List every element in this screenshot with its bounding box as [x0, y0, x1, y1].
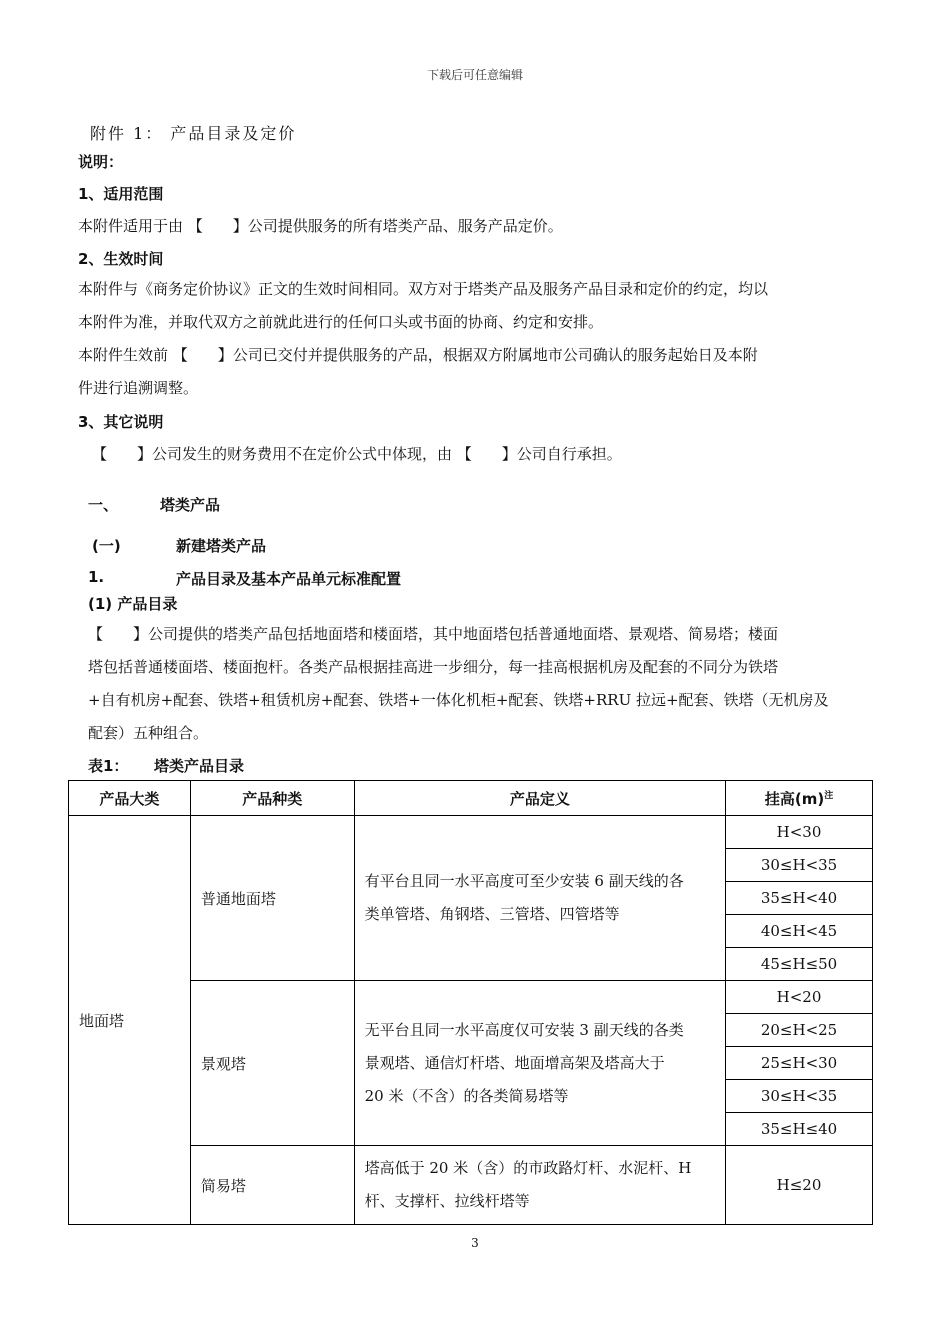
text-line: 本附件为准，并取代双方之前就此进行的任何口头或书面的协商、约定和安排。 — [78, 313, 604, 331]
cell-height: 40≤H<45 — [726, 915, 873, 948]
cell-height: H<30 — [726, 816, 873, 849]
cell-height: 45≤H≤50 — [726, 948, 873, 981]
explain-label: 说明： — [78, 153, 124, 171]
text-line: 塔包括普通楼面塔、楼面抱杆。各类产品根据挂高进一步细分，每一挂高根据机房及配套的不同分为铁塔 — [88, 658, 779, 676]
cell-height: 35≤H<40 — [726, 882, 873, 915]
section-3-text: 【 】公司发生的财务费用不在定价公式中体现，由 【 】公司自行承担。 — [92, 445, 622, 463]
definition-line: 杆、支撑杆、拉线杆塔等 — [364, 1192, 530, 1210]
cell-type: 景观塔 — [190, 981, 354, 1146]
attachment-title: 附件 1： 产品目录及定价 — [90, 124, 297, 143]
section-2-paragraph-2 — [78, 339, 873, 405]
section-1-title: 1、适用范围 — [78, 185, 164, 203]
cell-category: 地面塔 — [69, 816, 191, 1225]
header-height — [726, 781, 873, 816]
tower-products-paragraph — [88, 618, 868, 750]
definition-line: 有平台且同一水平高度可至少安装 6 副天线的各 — [364, 872, 684, 890]
header-category: 产品大类 — [69, 781, 191, 816]
table-header-row — [69, 781, 873, 816]
page-header: 下载后可任意编辑 — [426, 68, 523, 82]
cell-height: 30≤H<35 — [726, 1080, 873, 1113]
text-line: 本附件与《商务定价协议》正文的生效时间相同。双方对于塔类产品及服务产品目录和定价的约定，均以 — [78, 280, 769, 298]
header-height-label: 挂高(m) — [764, 789, 825, 808]
cell-height: 30≤H<35 — [726, 849, 873, 882]
header-type: 产品种类 — [190, 781, 354, 816]
cell-type: 普通地面塔 — [190, 816, 354, 981]
definition-line: 类单管塔、角钢塔、三管塔、四管塔等 — [364, 905, 620, 923]
definition-line: 20 米（不含）的各类简易塔等 — [364, 1086, 569, 1105]
cell-height: 20≤H<25 — [726, 1014, 873, 1047]
text-line: 配套）五种组合。 — [88, 724, 209, 742]
cell-height: 25≤H<30 — [726, 1047, 873, 1080]
table-caption: 塔类产品目录 — [154, 757, 245, 775]
section-2-title: 2、生效时间 — [78, 250, 164, 268]
page-number: 3 — [471, 1236, 479, 1250]
heading-1-number: 一、 — [88, 496, 119, 514]
section-2-paragraph-1 — [78, 273, 873, 339]
definition-line: 无平台且同一水平高度仅可安装 3 副天线的各类 — [364, 1020, 684, 1039]
text-line: 件进行追溯调整。 — [78, 379, 199, 397]
cell-type: 简易塔 — [190, 1146, 354, 1225]
cell-definition — [354, 816, 725, 981]
heading-4: (1) 产品目录 — [88, 595, 178, 613]
header-height-note: 注 — [824, 790, 834, 801]
heading-3-title: 产品目录及基本产品单元标准配置 — [176, 570, 402, 588]
cell-height: 35≤H≤40 — [726, 1113, 873, 1146]
definition-line: 塔高低于 20 米（含）的市政路灯杆、水泥杆、H — [364, 1159, 692, 1177]
section-3-title: 3、其它说明 — [78, 413, 164, 431]
heading-2-number: (一) — [92, 537, 121, 555]
cell-definition — [354, 981, 725, 1146]
header-definition: 产品定义 — [354, 781, 725, 816]
heading-3-number: 1. — [88, 568, 105, 586]
section-1-text: 本附件适用于由 【 】公司提供服务的所有塔类产品、服务产品定价。 — [78, 217, 563, 235]
heading-2-title: 新建塔类产品 — [176, 537, 267, 555]
table-caption-number: 表1： — [88, 757, 129, 775]
text-line: +自有机房+配套、铁塔+租赁机房+配套、铁塔+一体化机柜+配套、铁塔+RRU 拉远+配套、铁塔（无机房及 — [88, 691, 829, 709]
definition-line: 景观塔、通信灯杆塔、地面增高架及塔高大于 — [364, 1053, 665, 1072]
cell-height: H<20 — [726, 981, 873, 1014]
tower-product-catalog-table — [68, 780, 873, 1225]
cell-definition — [354, 1146, 725, 1225]
text-line: 【 】公司提供的塔类产品包括地面塔和楼面塔，其中地面塔包括普通地面塔、景观塔、简易塔；楼面 — [88, 625, 779, 643]
text-line: 本附件生效前 【 】公司已交付并提供服务的产品，根据双方附属地市公司确认的服务起始日及本附 — [78, 346, 758, 364]
cell-height: H≤20 — [726, 1146, 873, 1225]
table-row — [69, 816, 873, 849]
heading-1-title: 塔类产品 — [160, 496, 221, 514]
